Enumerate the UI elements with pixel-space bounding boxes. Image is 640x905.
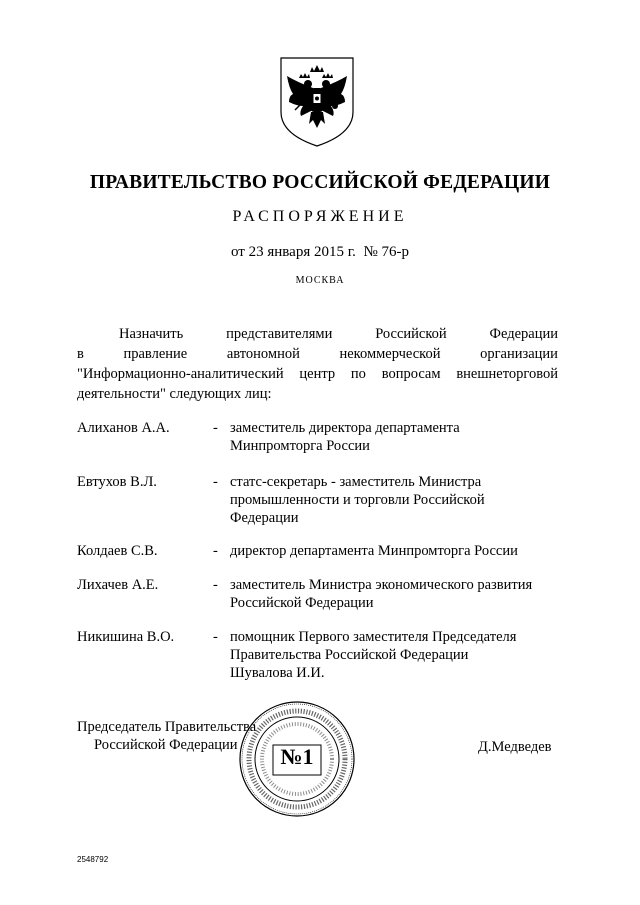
intro-word: по <box>350 366 366 382</box>
intro-word: автономной <box>226 346 300 362</box>
document-type: РАСПОРЯЖЕНИЕ <box>232 208 408 225</box>
dash: - <box>213 420 218 436</box>
appointee-position <box>230 576 560 612</box>
appointee-position <box>230 542 560 560</box>
position-line: заместитель Министра экономического развития <box>230 577 533 593</box>
dash: - <box>213 629 218 645</box>
position-line: Федерации <box>230 510 299 526</box>
dash: - <box>213 474 218 490</box>
position-line: Правительства Российской Федерации <box>230 647 469 663</box>
appointee-name: Евтухов В.Л. <box>77 474 157 490</box>
intro-word: организации <box>480 346 558 362</box>
appointee-position <box>230 628 560 682</box>
intro-word: некоммерческой <box>339 346 441 362</box>
intro-word: правление <box>123 346 188 362</box>
appointee-name: Алиханов А.А. <box>77 420 170 436</box>
signatory-title-line: Российской Федерации <box>94 737 238 753</box>
dash: - <box>213 543 218 559</box>
intro-line-4: деятельности" следующих лиц: <box>77 386 272 402</box>
signer-name: Д.Медведев <box>478 739 552 755</box>
city: МОСКВА <box>295 275 345 286</box>
intro-word: внешнеторговой <box>456 366 558 382</box>
appointee-name: Колдаев С.В. <box>77 543 158 559</box>
intro-line-3 <box>77 365 558 383</box>
intro-word: "Информационно-аналитический <box>77 366 284 382</box>
signatory-title <box>77 718 256 754</box>
position-line: заместитель директора департамента <box>230 420 460 436</box>
intro-word: Российской <box>375 326 447 342</box>
intro-word: центр <box>299 366 336 382</box>
intro-line-2 <box>77 345 558 363</box>
appointee-position <box>230 473 560 527</box>
appointee-name: Лихачев А.Е. <box>77 577 159 593</box>
document-code: 2548792 <box>77 855 109 864</box>
government-title: ПРАВИТЕЛЬСТВО РОССИЙСКОЙ ФЕДЕРАЦИИ <box>89 172 551 193</box>
position-line: промышленности и торговли Российской <box>230 492 485 508</box>
stamp-number: №1 <box>280 744 314 769</box>
signatory-title-line: Председатель Правительства <box>77 719 257 735</box>
intro-line-1 <box>119 325 558 343</box>
emblem-icon <box>275 54 359 150</box>
intro-word: в <box>77 346 84 362</box>
intro-word: Федерации <box>489 326 558 342</box>
document-date: от 23 января 2015 г. <box>231 244 356 260</box>
position-line: помощник Первого заместителя Председателя <box>230 629 517 645</box>
dash: - <box>213 577 218 593</box>
appointee-position <box>230 419 560 455</box>
document-number: № 76-р <box>363 244 409 260</box>
position-line: Российской Федерации <box>230 595 374 611</box>
appointee-name: Никишина В.О. <box>77 629 175 645</box>
intro-word: Назначить <box>119 326 184 342</box>
document-date-number <box>0 244 640 261</box>
position-line: статс-секретарь - заместитель Министра <box>230 474 482 490</box>
intro-word: вопросам <box>381 366 441 382</box>
position-line: директор департамента Минпромторга России <box>230 543 518 559</box>
position-line: Шувалова И.И. <box>230 665 325 681</box>
intro-word: представителями <box>226 326 333 342</box>
position-line: Минпромторга России <box>230 438 370 454</box>
